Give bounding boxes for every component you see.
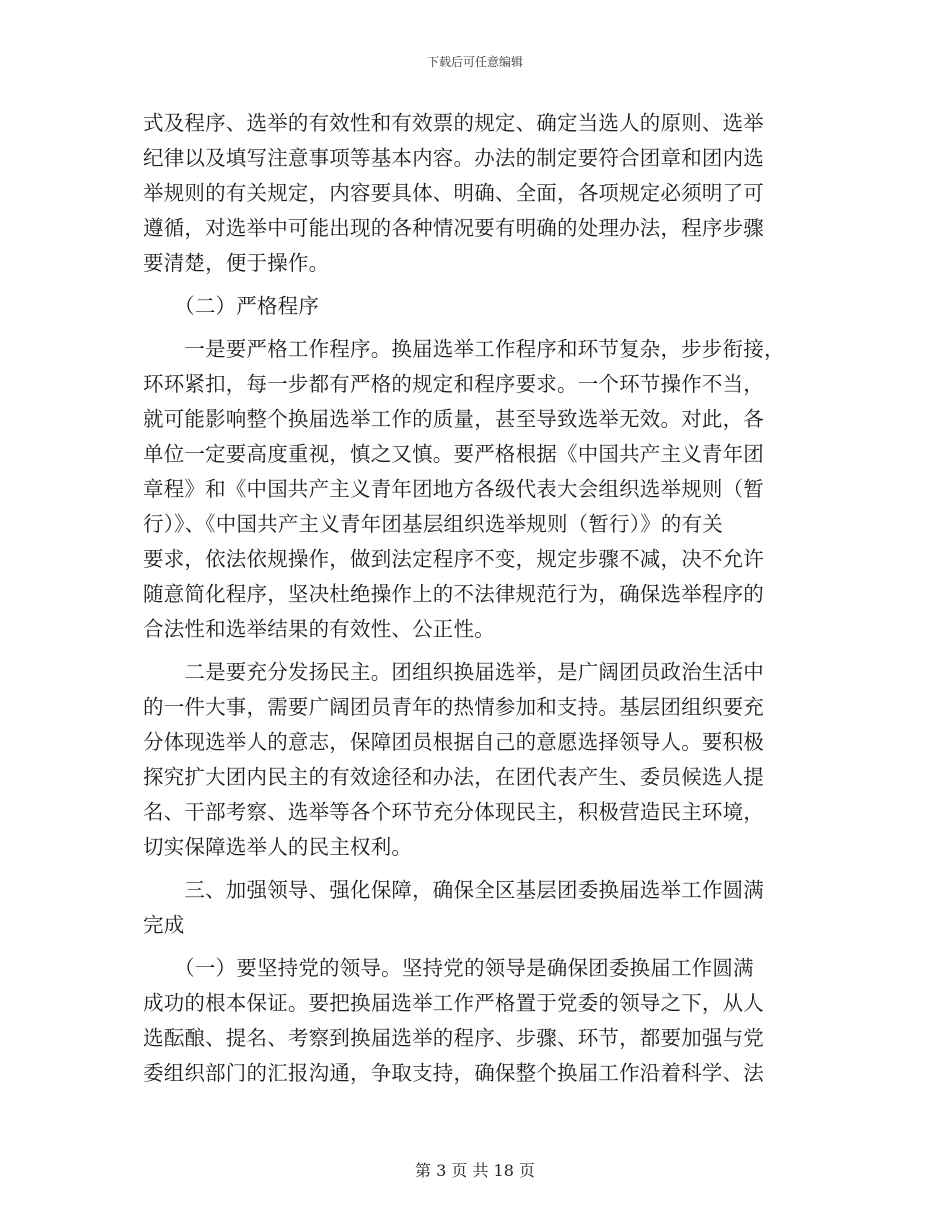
paragraph (143, 951, 807, 1091)
page-footer: 第 3 页 共 18 页 (415, 1161, 535, 1180)
text-line: 随意简化程序，坚决杜绝操作上的不法律规范行为，确保选举程序的 (143, 582, 764, 606)
document-body (143, 106, 807, 1091)
text-line: 成功的根本保证。要把换届选举工作严格置于党委的领导之下，从人 (143, 991, 764, 1015)
text-line: 二是要充分发扬民主。团组织换届选举，是广阔团员政治生活中 (143, 660, 764, 684)
text-line: 选酝酿、提名、考察到换届选举的程序、步骤、环节，都要加强与党 (143, 1026, 764, 1050)
text-line: 切实保障选举人的民主权利。 (143, 835, 413, 859)
text-line: 三、加强领导、强化保障，确保全区基层团委换届选举工作圆满 (143, 878, 764, 902)
page-header: 下载后可任意编辑 (426, 55, 523, 69)
text-line: 合法性和选举结果的有效性、公正性。 (143, 617, 495, 641)
text-line: 纪律以及填写注意事项等基本内容。办法的制定要符合团章和团内选 (143, 146, 764, 170)
text-line: （一）要坚持党的领导。坚持党的领导是确保团委换届工作圆满 (143, 956, 754, 980)
text-line: 章程》和《中国共产主义青年团地方各级代表大会组织选举规则（暂 (143, 477, 764, 501)
text-line: 行）》、《中国共产主义青年团基层组织选举规则（暂行）》的有关 (143, 512, 723, 536)
text-line: 环环紧扣，每一步都有严格的规定和程序要求。一个环节操作不当， (143, 372, 764, 396)
text-line: 名、干部考察、选举等各个环节充分体现民主，积极营造民主环境， (143, 800, 764, 824)
section-heading (143, 289, 807, 324)
text-block (143, 106, 807, 281)
text-line: 要求，依法依规操作，做到法定程序不变，规定步骤不减，决不允许 (143, 547, 764, 571)
text-line: 分体现选举人的意志，保障团员根据自己的意愿选择领导人。要积极 (143, 730, 764, 754)
text-line: 探究扩大团内民主的有效途径和办法，在团代表产生、委员候选人提 (143, 765, 764, 789)
text-line: 完成 (143, 913, 185, 937)
text-line: 举规则的有关规定，内容要具体、明确、全面，各项规定必须明了可 (143, 181, 764, 205)
text-line: 遵循，对选举中可能出现的各种情况要有明确的处理办法，程序步骤 (143, 216, 764, 240)
text-line: 就可能影响整个换届选举工作的质量，甚至导致选举无效。对此，各 (143, 407, 764, 431)
section-heading (143, 873, 807, 943)
text-line: 式及程序、选举的有效性和有效票的规定、确定当选人的原则、选举 (143, 111, 764, 135)
text-line: （二）严格程序 (143, 294, 320, 318)
paragraph (143, 332, 807, 647)
text-line: 委组织部门的汇报沟通，争取支持，确保整个换届工作沿着科学、法 (143, 1061, 764, 1085)
text-line: 一是要严格工作程序。换届选举工作程序和环节复杂，步步衔接， (143, 337, 785, 361)
text-line: 单位一定要高度重视，慎之又慎。要严格根据《中国共产主义青年团 (143, 442, 764, 466)
text-line: 要清楚，便于操作。 (143, 251, 330, 275)
text-line: 的一件大事，需要广阔团员青年的热情参加和支持。基层团组织要充 (143, 695, 764, 719)
paragraph (143, 655, 807, 865)
